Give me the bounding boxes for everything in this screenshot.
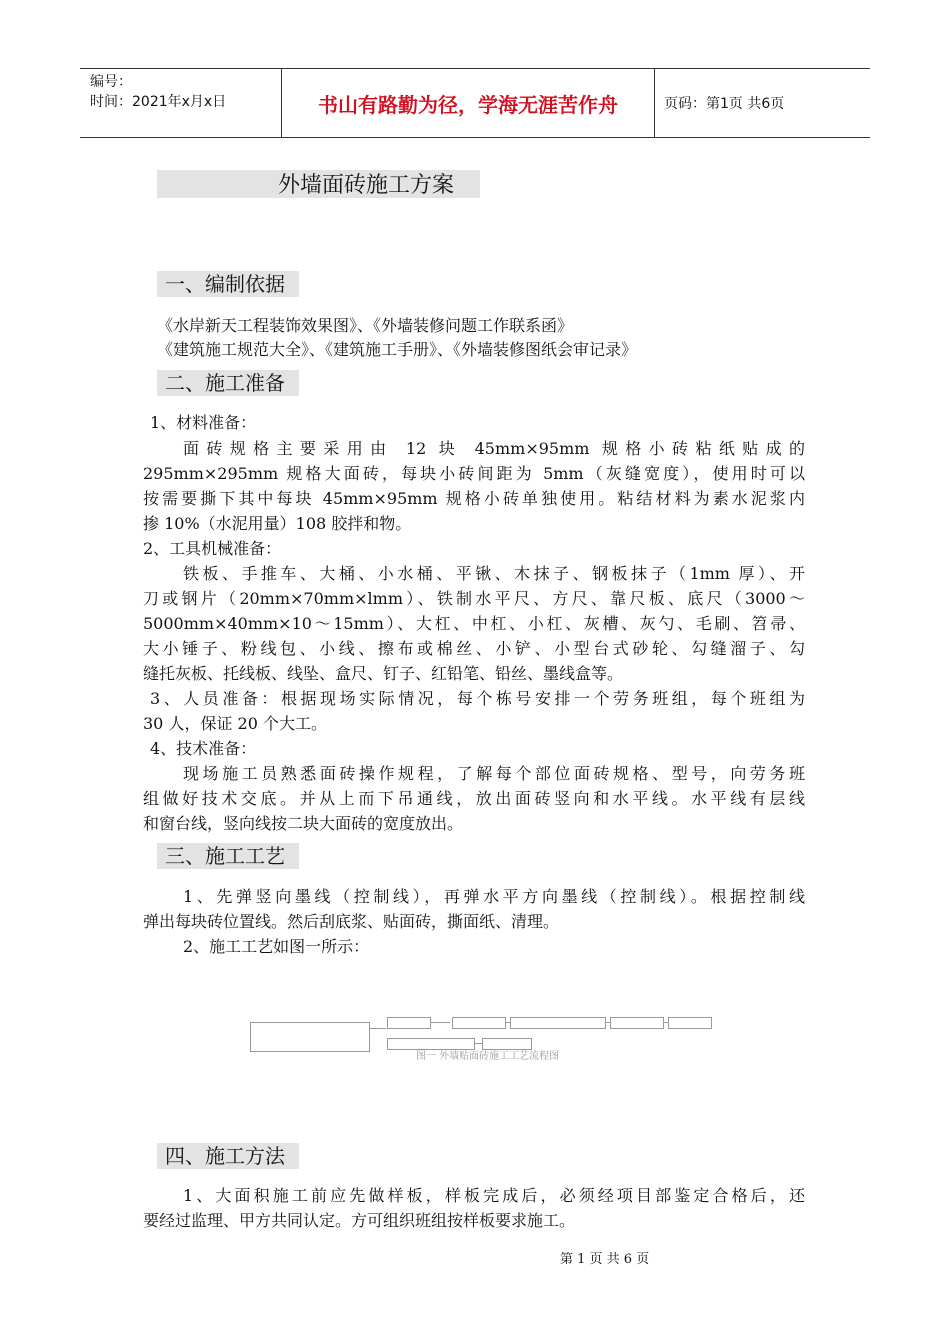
paragraph-line: 大小锤子、粉线包、小线、擦布或棉丝、小铲、小型台式砂轮、勾缝溜子、勾 [143, 639, 805, 658]
material-heading: 1、材料准备： [150, 413, 257, 432]
flow-box [510, 1017, 606, 1029]
paragraph-line: 3、人员准备：根据现场实际情况，每个栋号安排一个劳务班组，每个班组为 [150, 689, 805, 708]
document-title: 外墙面砖施工方案 [278, 173, 455, 198]
section-heading-basis: 一、编制依据 [157, 271, 299, 297]
time-label: 时间：2021年x月x日 [90, 94, 227, 110]
flow-arrow [370, 1028, 386, 1029]
section-heading-prep: 二、施工准备 [157, 370, 299, 396]
flow-box [452, 1017, 506, 1029]
paragraph-line: 缝托灰板、托线板、线坠、盒尺、钉子、红铅笔、铅丝、墨线盒等。 [143, 664, 624, 683]
tech-heading: 4、技术准备： [150, 739, 257, 758]
paragraph-line: 按需要撕下其中每块 45mm×95mm 规格小砖单独使用。粘结材料为素水泥浆内 [143, 489, 805, 508]
tool-heading: 2、工具机械准备： [143, 539, 282, 558]
flow-box [668, 1017, 712, 1029]
paragraph-line: 要经过监理、甲方共同认定。方可组织班组按样板要求施工。 [143, 1211, 576, 1230]
section-heading-process: 三、施工工艺 [157, 843, 299, 869]
header-page-info: 页码：第1页 共6页 [664, 96, 785, 112]
paragraph-line: 刀或钢片（20mm×70mm×lmm）、铁制水平尺、方尺、靠尺板、底尺（3000～ [143, 589, 805, 608]
paragraph-line: 2、施工工艺如图一所示： [183, 937, 370, 956]
basis-line: 《建筑施工规范大全》、《建筑施工手册》、《外墙装修图纸会审记录》 [157, 340, 638, 359]
flow-box [610, 1017, 664, 1029]
paragraph-line: 铁板、手推车、大桶、小水桶、平锹、木抹子、钢板抹子（1mm 厚）、开 [183, 564, 805, 583]
basis-line: 《水岸新天工程装饰效果图》、《外墙装修问题工作联系函》 [157, 316, 574, 335]
page-header [80, 68, 870, 138]
paragraph-line: 1、大面积施工前应先做样板，样板完成后，必须经项目部鉴定合格后，还 [183, 1186, 805, 1205]
flow-arrow [430, 1022, 450, 1023]
paragraph-line: 组做好技术交底。并从上而下吊通线，放出面砖竖向和水平线。水平线有层线 [143, 789, 805, 808]
paragraph-line: 5000mm×40mm×10～15mm）、大杠、中杠、小杠、灰槽、灰勺、毛刷、笤帚、 [143, 614, 805, 633]
section-heading-method: 四、施工方法 [157, 1143, 299, 1169]
paragraph-line: 面砖规格主要采用由 12 块 45mm×95mm 规格小砖粘纸贴成的 [183, 439, 805, 458]
paragraph-line: 295mm×295mm 规格大面砖，每块小砖间距为 5mm（灰缝宽度），使用时可以 [143, 464, 805, 483]
header-motto: 书山有路勤为径，学海无涯苦作舟 [281, 69, 655, 137]
flow-box [387, 1017, 431, 1029]
figure-caption: 图一 外墙贴面砖施工工艺流程图 [416, 1051, 560, 1062]
paragraph-line: 30 人，保证 20 个大工。 [143, 714, 327, 733]
flow-arrow [474, 1043, 482, 1044]
paragraph-line: 现场施工员熟悉面砖操作规程，了解每个部位面砖规格、型号，向劳务班 [183, 764, 805, 783]
paragraph-line: 1、先弹竖向墨线（控制线），再弹水平方向墨线（控制线）。根据控制线 [183, 887, 805, 906]
number-label: 编号： [90, 74, 132, 90]
paragraph-line: 掺 10%（水泥用量）108 胶拌和物。 [143, 514, 412, 533]
flow-box [250, 1022, 370, 1052]
paragraph-line: 和窗台线，竖向线按二块大面砖的宽度放出。 [143, 814, 464, 833]
paragraph-line: 弹出每块砖位置线。然后刮底浆、贴面砖，撕面纸、清理。 [143, 912, 560, 931]
header-meta [80, 69, 280, 137]
page-footer: 第 1 页 共 6 页 [560, 1252, 650, 1267]
